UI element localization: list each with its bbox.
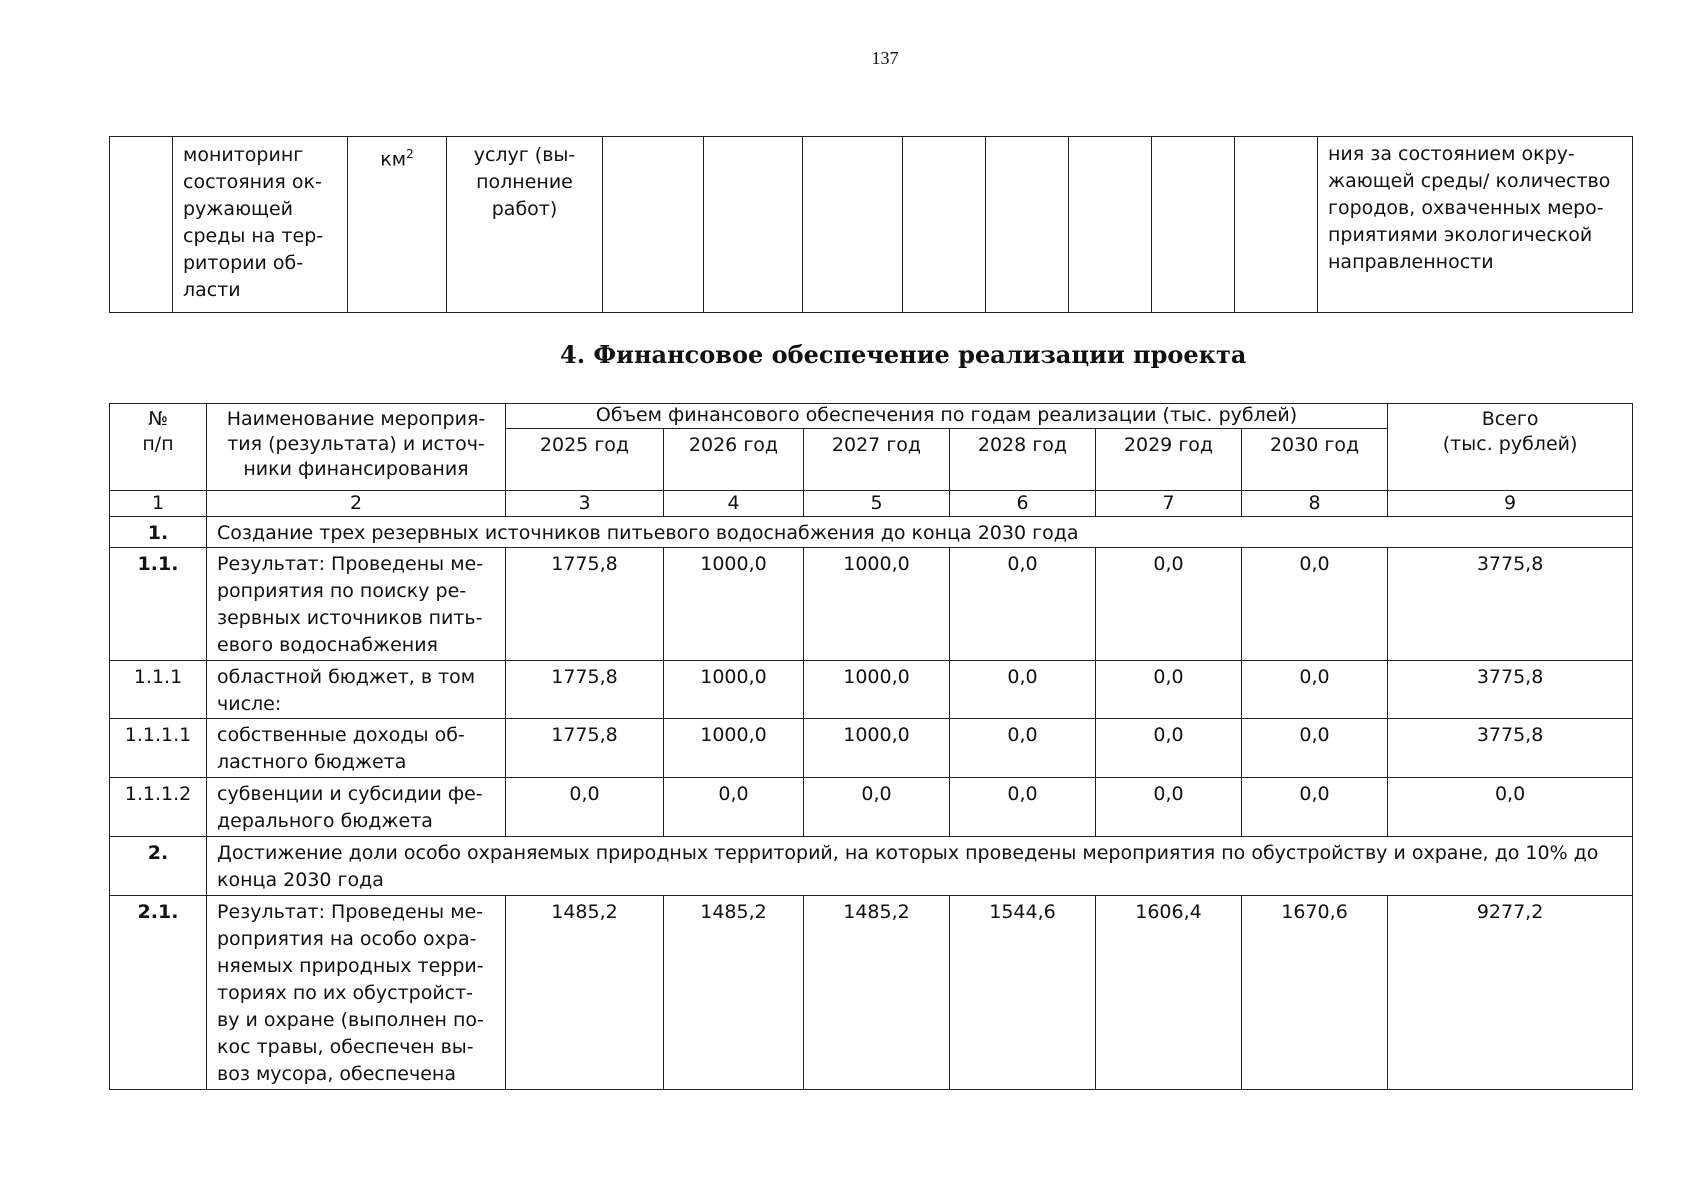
unit-superscript: 2 — [406, 147, 414, 161]
row-num: 1.1.1 — [110, 661, 207, 719]
row-name-line: Результат: Проведены ме- — [217, 553, 484, 575]
value-cell: 1485,2 — [664, 896, 804, 1090]
row-name — [207, 896, 506, 1090]
continued-name-cell — [173, 137, 348, 313]
value-cell: 0,0 — [1242, 719, 1388, 778]
section-name: Создание трех резервных источников питьевого водоснабжения до конца 2030 года — [207, 517, 1633, 548]
value-cell: 1606,4 — [1096, 896, 1242, 1090]
type-line: полнение — [476, 171, 573, 193]
total-cell: 3775,8 — [1388, 548, 1633, 661]
table-row — [110, 548, 1633, 661]
desc-line: городов, охваченных меро- — [1328, 197, 1604, 219]
total-cell: 3775,8 — [1388, 719, 1633, 778]
value-cell: 0,0 — [1096, 548, 1242, 661]
name-line: мониторинг — [183, 144, 304, 166]
table-row — [110, 719, 1633, 778]
desc-line: ния за состоянием окру- — [1328, 143, 1575, 165]
value-cell: 1670,6 — [1242, 896, 1388, 1090]
row-name — [207, 778, 506, 837]
row-num: 2.1. — [110, 896, 207, 1090]
continued-num-cell — [110, 137, 173, 313]
name-line: ритории об- — [183, 252, 304, 274]
row-name-line: зервных источников пить- — [217, 607, 483, 629]
row-name-line: роприятия по поиску ре- — [217, 580, 467, 602]
row-name-line: воз мусора, обеспечена — [217, 1063, 456, 1085]
row-name-line: роприятия на особо охра- — [217, 928, 477, 950]
name-line: состояния ок- — [183, 171, 322, 193]
row-num: 1.1. — [110, 548, 207, 661]
name-line: ласти — [183, 279, 241, 301]
empty-cell — [903, 137, 986, 313]
empty-cell — [603, 137, 704, 313]
column-index: 8 — [1242, 491, 1388, 517]
empty-cell — [1069, 137, 1152, 313]
row-name-line: ториях по их обустройст- — [217, 982, 474, 1004]
value-cell: 1000,0 — [804, 719, 950, 778]
header-year-2030: 2030 год — [1242, 429, 1388, 491]
header-name-line: ники финансирования — [243, 458, 469, 480]
financing-table — [109, 403, 1633, 1090]
empty-cell — [1235, 137, 1318, 313]
name-line: среды на тер- — [183, 225, 324, 247]
column-index-row — [110, 491, 1633, 517]
value-cell: 1775,8 — [506, 548, 664, 661]
total-cell: 9277,2 — [1388, 896, 1633, 1090]
row-name-line: няемых природных терри- — [217, 955, 484, 977]
header-volume: Объем финансового обеспечения по годам реализации (тыс. рублей) — [506, 404, 1388, 429]
empty-cell — [803, 137, 903, 313]
empty-cell — [704, 137, 803, 313]
page-number: 137 — [871, 48, 899, 68]
name-line: ружающей — [183, 198, 293, 220]
row-num: 1. — [110, 517, 207, 548]
row-num: 1.1.1.2 — [110, 778, 207, 837]
empty-cell — [986, 137, 1069, 313]
row-name — [207, 548, 506, 661]
table-row — [110, 896, 1633, 1090]
row-name-line: областной бюджет, в том — [217, 666, 476, 688]
desc-line: направленности — [1328, 251, 1494, 273]
value-cell: 0,0 — [1096, 778, 1242, 837]
table-row — [110, 517, 1633, 548]
value-cell: 0,0 — [950, 661, 1096, 719]
continued-table — [109, 136, 1633, 313]
unit-text: км — [380, 148, 407, 171]
row-name-line: кос травы, обеспечен вы- — [217, 1036, 474, 1058]
type-line: работ) — [491, 198, 558, 220]
row-name-line: дерального бюджета — [217, 810, 433, 832]
header-num-line: п/п — [142, 433, 174, 455]
value-cell: 0,0 — [664, 778, 804, 837]
row-num: 2. — [110, 837, 207, 896]
header-year-2028: 2028 год — [950, 429, 1096, 491]
value-cell: 1775,8 — [506, 661, 664, 719]
type-line: услуг (вы- — [473, 144, 576, 166]
header-total-line: (тыс. рублей) — [1442, 433, 1578, 455]
column-index: 4 — [664, 491, 804, 517]
column-index: 5 — [804, 491, 950, 517]
header-row — [110, 404, 1633, 429]
total-cell: 3775,8 — [1388, 661, 1633, 719]
header-year-2025: 2025 год — [506, 429, 664, 491]
value-cell: 0,0 — [1242, 778, 1388, 837]
value-cell: 1000,0 — [804, 661, 950, 719]
table-row — [110, 778, 1633, 837]
row-name — [207, 661, 506, 719]
total-cell: 0,0 — [1388, 778, 1633, 837]
value-cell: 1485,2 — [804, 896, 950, 1090]
value-cell: 0,0 — [804, 778, 950, 837]
value-cell: 1000,0 — [664, 661, 804, 719]
value-cell: 1485,2 — [506, 896, 664, 1090]
header-year-2029: 2029 год — [1096, 429, 1242, 491]
row-name-line: евого водоснабжения — [217, 634, 438, 656]
value-cell: 1000,0 — [804, 548, 950, 661]
value-cell: 1000,0 — [664, 548, 804, 661]
row-name-line: ву и охране (выполнен по- — [217, 1009, 484, 1031]
section-name: Достижение доли особо охраняемых природных территорий, на которых проведены мероприятия по обустройству и охране, до 10% до конца 2030 года — [207, 837, 1633, 896]
row-name-line: собственные доходы об- — [217, 724, 465, 746]
value-cell: 0,0 — [1242, 661, 1388, 719]
value-cell: 0,0 — [1096, 661, 1242, 719]
section-title: 4. Финансовое обеспечение реализации проекта — [560, 340, 1247, 369]
table-row — [110, 837, 1633, 896]
value-cell: 1000,0 — [664, 719, 804, 778]
value-cell: 1544,6 — [950, 896, 1096, 1090]
column-index: 2 — [207, 491, 506, 517]
row-name-line: числе: — [217, 693, 282, 715]
value-cell: 0,0 — [950, 719, 1096, 778]
row-name-line: ластного бюджета — [217, 751, 407, 773]
row-name-line: Результат: Проведены ме- — [217, 901, 484, 923]
header-total-line: Всего — [1481, 408, 1539, 430]
row-num: 1.1.1.1 — [110, 719, 207, 778]
row-name — [207, 719, 506, 778]
value-cell: 1775,8 — [506, 719, 664, 778]
header-name — [207, 404, 506, 491]
column-index: 1 — [110, 491, 207, 517]
value-cell: 0,0 — [1096, 719, 1242, 778]
empty-cell — [1152, 137, 1235, 313]
header-year-2027: 2027 год — [804, 429, 950, 491]
header-year-2026: 2026 год — [664, 429, 804, 491]
continued-desc-cell — [1318, 137, 1633, 313]
column-index: 7 — [1096, 491, 1242, 517]
header-num-line: № — [148, 408, 168, 430]
desc-line: жающей среды/ количество — [1328, 170, 1611, 192]
value-cell: 0,0 — [1242, 548, 1388, 661]
row-name-line: субвенции и субсидии фе- — [217, 783, 483, 805]
desc-line: приятиями экологической — [1328, 224, 1593, 246]
value-cell: 0,0 — [950, 778, 1096, 837]
continued-type-cell — [447, 137, 603, 313]
header-total — [1388, 404, 1633, 491]
value-cell: 0,0 — [506, 778, 664, 837]
column-index: 3 — [506, 491, 664, 517]
continued-unit-cell — [348, 137, 447, 313]
header-name-line: тия (результата) и источ- — [227, 433, 485, 455]
column-index: 6 — [950, 491, 1096, 517]
header-num — [110, 404, 207, 491]
value-cell: 0,0 — [950, 548, 1096, 661]
continued-table-row — [110, 137, 1633, 313]
header-name-line: Наименование мероприя- — [226, 408, 486, 430]
table-row — [110, 661, 1633, 719]
column-index: 9 — [1388, 491, 1633, 517]
